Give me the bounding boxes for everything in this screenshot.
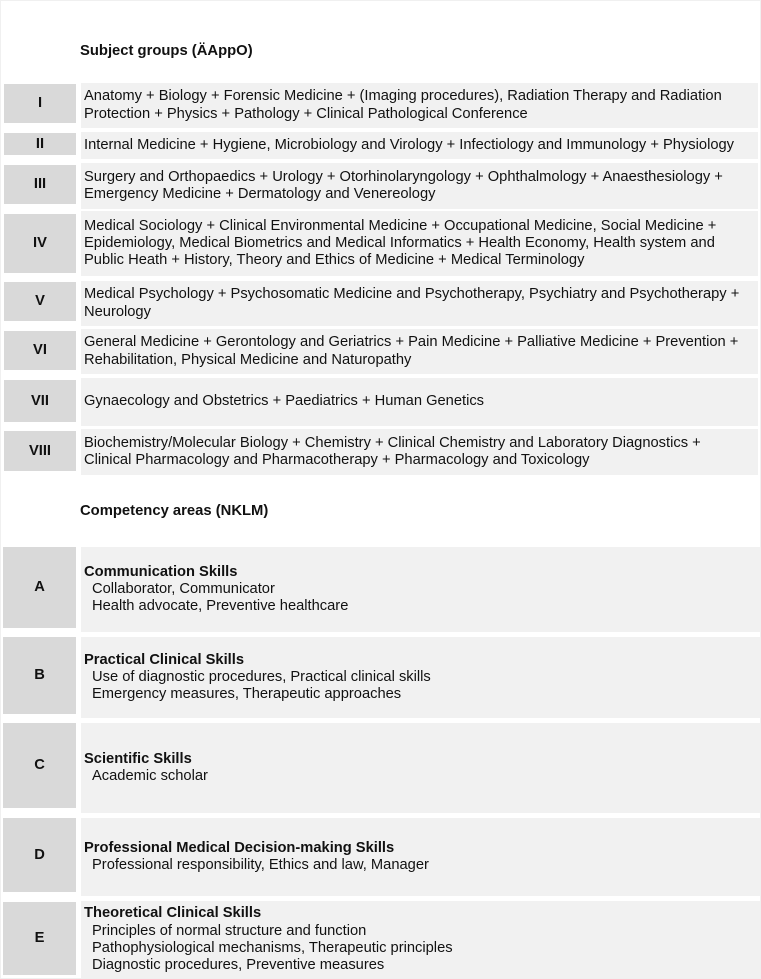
- competency-content: [81, 901, 760, 979]
- subject-group-content: [81, 281, 758, 326]
- subject-group-line: Protection + Physics + Pathology + Clinical Pathological Conference: [84, 105, 528, 122]
- subject-group-line: General Medicine + Gerontology and Geriatrics + Pain Medicine + Palliative Medicine + Prevention +: [84, 334, 739, 351]
- subject-group-content: [81, 429, 758, 475]
- subject-groups-heading: Subject groups (ÄAppO): [80, 43, 253, 59]
- subject-group-label: VI: [4, 331, 76, 370]
- competency-item: Use of diagnostic procedures, Practical clinical skills: [92, 668, 431, 685]
- competency-item: Professional responsibility, Ethics and law, Manager: [92, 857, 429, 873]
- subject-group-line: Emergency Medicine + Dermatology and Venereology: [84, 186, 436, 202]
- competency-item: Emergency measures, Therapeutic approaches: [92, 686, 402, 703]
- competency-item: Health advocate, Preventive healthcare: [92, 598, 349, 615]
- subject-group-line: Anatomy + Biology + Forensic Medicine + (Imaging procedures), Radiation Therapy and Radiation: [84, 88, 722, 105]
- subject-group-line: Medical Sociology + Clinical Environmental Medicine + Occupational Medicine, Social Medicine +: [84, 217, 717, 234]
- subject-group-label: IV: [4, 214, 76, 273]
- competency-item: Pathophysiological mechanisms, Therapeutic principles: [92, 940, 453, 956]
- competency-item: Academic scholar: [92, 768, 208, 784]
- competency-item: Principles of normal structure and function: [92, 922, 367, 939]
- subject-group-label: VIII: [4, 431, 76, 471]
- subject-group-line: Internal Medicine + Hygiene, Microbiology and Virology + Infectiology and Immunology + Physiology: [84, 136, 735, 153]
- subject-group-label: III: [4, 165, 76, 204]
- competency-title: Communication Skills: [84, 563, 238, 580]
- competency-content: [81, 637, 760, 718]
- subject-group-line: Surgery and Orthopaedics + Urology + Otorhinolaryngology + Ophthalmology + Anaesthesiology +: [84, 168, 723, 185]
- competency-label: A: [3, 547, 76, 628]
- competency-content: [81, 818, 760, 896]
- subject-group-content: [81, 211, 758, 276]
- subject-group-line: Rehabilitation, Physical Medicine and Naturopathy: [84, 351, 412, 368]
- competency-item: Collaborator, Communicator: [92, 580, 275, 597]
- subject-group-line: Epidemiology, Medical Biometrics and Medical Informatics + Health Economy, Health system and: [84, 234, 715, 251]
- competency-title: Theoretical Clinical Skills: [84, 905, 262, 922]
- competency-title: Scientific Skills: [84, 750, 192, 767]
- competency-item: Diagnostic procedures, Preventive measures: [92, 957, 385, 974]
- subject-group-label: V: [4, 282, 76, 321]
- subject-group-content: [81, 378, 758, 426]
- subject-group-content: [81, 132, 758, 159]
- subject-group-label: I: [4, 84, 76, 123]
- subject-group-line: Medical Psychology + Psychosomatic Medicine and Psychotherapy, Psychiatry and Psychotherapy +: [84, 286, 740, 303]
- subject-group-line: Neurology: [84, 303, 151, 320]
- subject-group-line: Gynaecology and Obstetrics + Paediatrics + Human Genetics: [84, 393, 485, 410]
- competency-title: Practical Clinical Skills: [84, 651, 245, 668]
- subject-group-line: Biochemistry/Molecular Biology + Chemistry + Clinical Chemistry and Laboratory Diagnostics +: [84, 434, 701, 451]
- competency-label: D: [3, 818, 76, 892]
- subject-group-content: [81, 329, 758, 374]
- competency-content: [81, 547, 760, 632]
- subject-group-line: Public Heath + History, Theory and Ethics of Medicine + Medical Terminology: [84, 252, 585, 269]
- subject-group-line: Clinical Pharmacology and Pharmacotherapy + Pharmacology and Toxicology: [84, 452, 590, 468]
- competency-label: C: [3, 723, 76, 808]
- subject-group-label: II: [4, 133, 76, 155]
- competency-content: [81, 723, 760, 813]
- competency-areas-heading: Competency areas (NKLM): [80, 503, 269, 519]
- subject-group-content: [81, 163, 758, 209]
- subject-group-label: VII: [4, 380, 76, 422]
- competency-label: E: [3, 902, 76, 975]
- competency-label: B: [3, 637, 76, 714]
- competency-title: Professional Medical Decision-making Skills: [84, 839, 395, 856]
- subject-group-content: [81, 83, 758, 128]
